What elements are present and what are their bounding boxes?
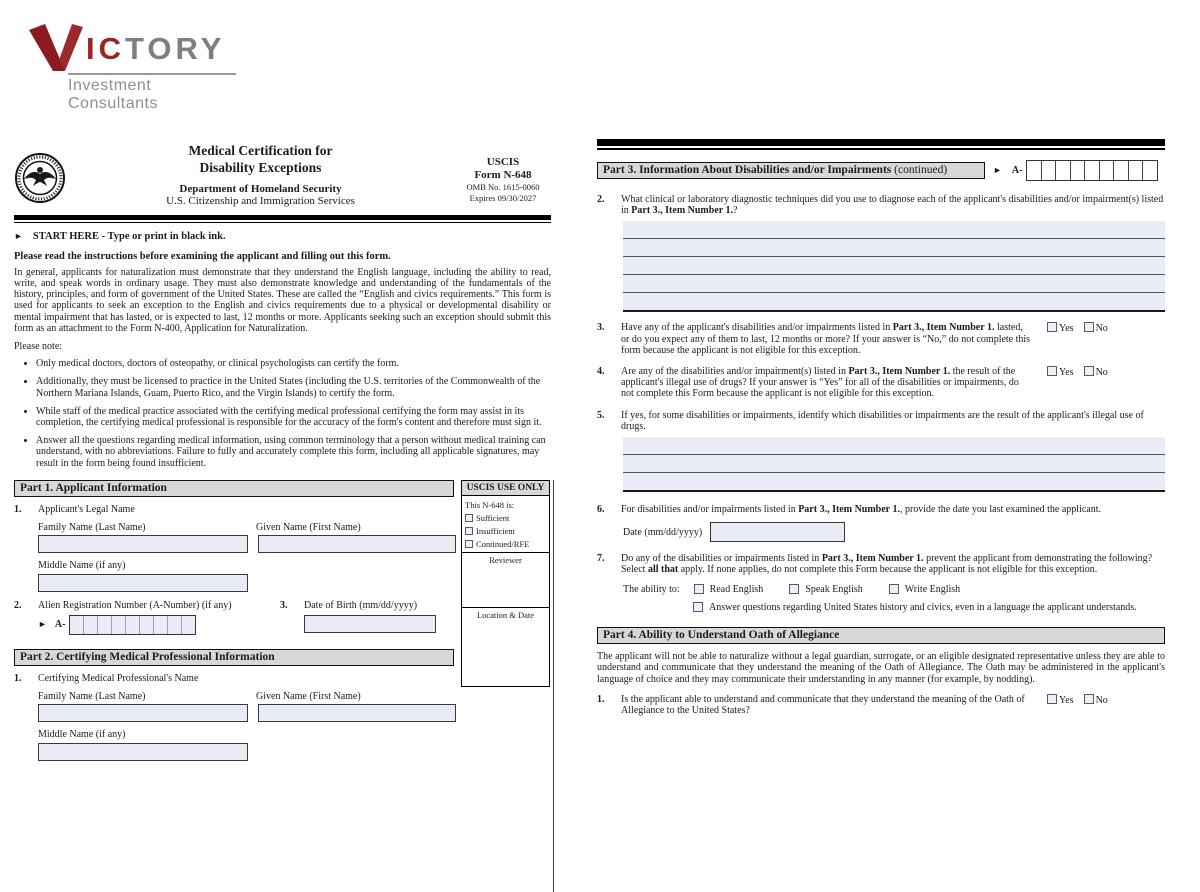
professional-given-name-input[interactable]: [258, 704, 456, 722]
answer-line[interactable]: [623, 275, 1165, 293]
item-number: 4.: [597, 366, 605, 378]
continued-rfe-checkbox[interactable]: [465, 540, 473, 548]
question2-text: [621, 194, 1165, 216]
part1-header: Part 1. Applicant Information: [14, 480, 454, 497]
form-number: Form N-648: [474, 169, 532, 181]
dob-block: [280, 600, 436, 635]
item-number: 6.: [597, 504, 605, 516]
department-name: Department of Homeland Security: [179, 183, 342, 195]
answer-line[interactable]: [623, 455, 1165, 473]
a-number-prefix: A-: [1011, 164, 1023, 176]
logo-letters-red: IC: [86, 31, 125, 66]
insufficient-label: Insufficient: [476, 525, 516, 536]
question4-pre: Are any of the disabilities and/or impairment(s) listed in: [621, 366, 849, 378]
dhs-seal-icon: [14, 152, 66, 204]
logo-tagline: Investment Consultants: [68, 73, 236, 113]
question3-pre: Have any of the applicant's disabilities and/or impairments listed in: [621, 322, 893, 334]
applicant-given-name-input[interactable]: [258, 535, 456, 553]
question3-text: [621, 322, 1047, 356]
form-title-line1: Medical Certification for: [188, 143, 333, 158]
question4-post: the result of the applicant's illegal use of drugs? If your answer is “Yes” for all of the disabilities or impairments, do not complete this Form because the applicant is not eligible for this exception.: [621, 366, 1019, 400]
middle-name-label: Middle Name (if any): [38, 560, 126, 572]
question6-text: [621, 504, 1165, 515]
dob-label: Date of Birth (mm/dd/yyyy): [304, 599, 418, 611]
speak-english-checkbox[interactable]: [789, 584, 799, 594]
question7-text: [621, 553, 1165, 575]
answer-line[interactable]: [623, 257, 1165, 275]
exam-date-input[interactable]: [710, 522, 845, 542]
insufficient-checkbox[interactable]: [465, 527, 473, 535]
yes-label: Yes: [1059, 367, 1074, 379]
a-number-input[interactable]: [1026, 160, 1158, 181]
speak-english-label: Speak English: [805, 583, 863, 595]
answer-line[interactable]: [623, 221, 1165, 239]
question2-pre: What clinical or laboratory diagnostic techniques did you use to diagnose each of the applicant's disabilities and/or impairment(s) listed in: [621, 194, 1164, 217]
name-labels-row: [38, 691, 551, 702]
question3-post: lasted, or do you expect any of them to last, 12 months or more? If your answer is “No,” do not complete this form because the applicant is not eligible for this exception.: [621, 322, 1031, 356]
form-header: [14, 140, 551, 207]
question5-answer-area: [623, 437, 1165, 492]
part3-title: Part 3. Information About Disabilities and/or Impairments: [603, 163, 895, 176]
agency-name: U.S. Citizenship and Immigration Services: [166, 195, 355, 208]
question6-post: , provide the date you last examined the applicant.: [899, 504, 1101, 516]
question5-text: If yes, for some disabilities or impairments, identify which disabilities or impairments are the result of the applicant's illegal use of drugs.: [621, 409, 1144, 432]
note-item: • Answer all the questions regarding medical information, using common terminology that a person without medical training can understand, with no abbreviations. Failure to fully and accurately complete this form, including all applicable signatures, may result in the form being found insufficient.: [36, 435, 551, 469]
answer-questions-label: Answer questions regarding United States history and civics, even in a language the applicant understands.: [709, 601, 1137, 613]
question3-ref: Part 3., Item Number 1.: [892, 322, 995, 334]
part2-section: [14, 649, 551, 761]
n648-is-label: This N-648 is:: [465, 499, 515, 510]
name-inputs-row: [38, 704, 551, 722]
yes-label: Yes: [1059, 323, 1074, 335]
write-english-checkbox[interactable]: [889, 584, 899, 594]
no-label: No: [1095, 694, 1108, 706]
start-arrow-icon: ►: [14, 231, 23, 242]
professional-name-label: Certifying Medical Professional's Name: [38, 673, 199, 685]
start-here-text: START HERE - Type or print in black ink.: [32, 231, 226, 243]
reviewer-label: Reviewer: [489, 554, 522, 565]
professional-middle-name-input[interactable]: [38, 743, 248, 761]
family-name-label: Family Name (Last Name): [38, 691, 146, 703]
uscis-label: USCIS: [486, 156, 520, 168]
part3-question6: [597, 504, 1165, 542]
part4-question1: [597, 694, 1165, 716]
dob-input[interactable]: [304, 615, 436, 633]
no-label: No: [1095, 367, 1108, 379]
item-number: 3.: [597, 322, 605, 334]
ability-long-row: [693, 602, 1165, 613]
question7-post: apply. If none applies, do not complete this Form because the applicant is not eligible for this exception.: [678, 564, 1098, 576]
reviewer-section: [462, 553, 549, 608]
read-english-checkbox[interactable]: [694, 584, 704, 594]
item-number: 1.: [14, 504, 22, 516]
logo-wordmark: [86, 26, 225, 72]
form-number-block: [455, 140, 551, 203]
form-page-right: [597, 139, 1165, 716]
item-number: 7.: [597, 553, 605, 565]
no-checkbox[interactable]: [1084, 322, 1094, 332]
form-title-block: [66, 140, 455, 207]
no-checkbox[interactable]: [1084, 366, 1094, 376]
header-divider-thick: [14, 215, 551, 220]
question2-post: ?: [733, 205, 738, 217]
item-number: 1.: [14, 673, 22, 685]
a-number-arrow-icon: ►: [38, 619, 47, 630]
omb-number: OMB No. 1615-0060: [466, 182, 540, 192]
question7-bold2: all that: [647, 564, 679, 576]
part2-header: Part 2. Certifying Medical Professional Information: [14, 649, 454, 666]
family-name-label: Family Name (Last Name): [38, 522, 146, 534]
intro-paragraph: In general, applicants for naturalization must demonstrate that they understand the English language, including the ability to read, write, and speak words in ordinary usage. They must also demonstrate knowledge and understanding of the fundamentals of the history, principles, and form of government of the United States. These are called the “English and civics requirements.” This form is used for applicants to seek an exception to the English and civics requirements due to a physical or developmental disability or mental impairment that has lasted, or is expected to last, 12 months or more. Applicants seeking such an exception should submit this form as an attachment to the Form N-400, Application for Naturalization.: [14, 266, 551, 334]
part3-header-row: [597, 160, 1165, 181]
a-number-prefix: A-: [54, 619, 66, 631]
applicant-legal-name-label: Applicant's Legal Name: [38, 504, 135, 516]
item-number: 2.: [14, 599, 22, 611]
start-here-line: [14, 231, 551, 242]
part4-question1-text: Is the applicant able to understand and communicate that they understand the meaning of the Oath of Allegiance to the United States?: [621, 693, 1025, 717]
victory-v-icon: [28, 24, 84, 72]
note-item: • Only medical doctors, doctors of osteopathy, or clinical psychologists can certify the form.: [36, 358, 551, 369]
given-name-label: Given Name (First Name): [256, 522, 361, 534]
part3-question2: [597, 194, 1165, 312]
item-number: 1.: [597, 693, 605, 705]
question4-text: [621, 366, 1047, 400]
note-item: • Additionally, they must be licensed to practice in the United States (including the U.S. territories of the Commonwealth of the Northern Mariana Islands, Guam, Puerto Rico, and the Virgin Islands) to certify the form.: [36, 376, 551, 398]
form-title-line2: Disability Exceptions: [199, 160, 322, 175]
part3-question7: [597, 553, 1165, 613]
part1-section: [14, 480, 551, 635]
yes-label: Yes: [1059, 694, 1074, 706]
question3-yes-no-group: [1047, 322, 1165, 356]
question6-pre: For disabilities and/or impairments listed in: [621, 504, 799, 516]
question4-ref: Part 3., Item Number 1.: [848, 366, 951, 378]
part4-header: Part 4. Ability to Understand Oath of Allegiance: [597, 627, 1165, 644]
applicant-family-name-input[interactable]: [38, 535, 248, 553]
answer-questions-checkbox[interactable]: [693, 602, 703, 612]
part4-intro: The applicant will not be able to naturalize without a legal guardian, surrogate, or an eligible designated representative unless they are able to understand and communicate that they understand the meaning of the Oath of Allegiance. The Oath may be administered in the applicant's language of choice and they may communicate their understanding in any manner (for example, by nodding).: [597, 651, 1165, 685]
middle-name-label-row: [38, 729, 551, 740]
a-number-label: Alien Registration Number (A-Number) (if any): [38, 599, 232, 611]
date-label: Date (mm/dd/yyyy): [623, 526, 703, 538]
question7-pre: Do any of the disabilities or impairments listed in: [621, 553, 822, 565]
note-item: • While staff of the medical practice associated with the certifying medical professional certifying the form may assist in its completion, the certifying medical professional is responsible for the accuracy of the form's content and therefore must sign it.: [36, 406, 551, 428]
a-number-arrow-icon: ►: [993, 164, 1002, 175]
page-edge-line: [553, 480, 554, 892]
given-name-label: Given Name (First Name): [256, 691, 361, 703]
part3-question3: [597, 322, 1165, 356]
part3-question4: [597, 366, 1165, 400]
question4-yes-no-group: [1047, 366, 1165, 400]
part4-yes-no-group: [1047, 694, 1165, 716]
location-date-label: Location & Date: [476, 609, 535, 620]
middle-name-label: Middle Name (if any): [38, 729, 126, 741]
uscis-use-only-title: USCIS USE ONLY: [462, 481, 549, 496]
answer-line[interactable]: [623, 473, 1165, 492]
item-number: 2.: [597, 194, 605, 205]
part3-continued: (continued): [894, 163, 948, 176]
no-checkbox[interactable]: [1084, 694, 1094, 704]
question2-ref: Part 3., Item Number 1.: [631, 205, 734, 217]
answer-line[interactable]: [623, 293, 1165, 312]
ability-options-row: [623, 584, 1165, 595]
item-number: 3.: [280, 599, 288, 611]
part3-question5: [597, 410, 1165, 492]
page-top-line: [597, 148, 1165, 150]
victory-logo: [28, 24, 248, 113]
notes-list: [14, 358, 551, 469]
header-divider-thin: [14, 222, 551, 223]
professional-family-name-input[interactable]: [38, 704, 248, 722]
part2-item1: [14, 673, 551, 684]
sufficient-checkbox[interactable]: [465, 514, 473, 522]
no-label: No: [1095, 323, 1108, 335]
yes-checkbox[interactable]: [1047, 694, 1057, 704]
sufficient-label: Sufficient: [476, 512, 510, 523]
n648-status-section: [462, 496, 549, 553]
write-english-label: Write English: [904, 583, 961, 595]
yes-checkbox[interactable]: [1047, 366, 1057, 376]
a-number-block: [14, 600, 280, 635]
page-top-bar: [597, 139, 1165, 146]
logo-letters-gray: TORY: [125, 31, 226, 66]
question7-mid: prevent the applicant from demonstrating the following? Select: [621, 553, 1153, 576]
read-english-label: Read English: [709, 583, 764, 595]
part3-header: [597, 162, 985, 179]
question2-answer-area: [623, 221, 1165, 312]
answer-line[interactable]: [623, 239, 1165, 257]
form-page-left: [14, 140, 551, 761]
question7-ref: Part 3., Item Number 1.: [821, 553, 924, 565]
continued-rfe-label: Continued/RFE: [476, 538, 530, 549]
expiration-date: Expires 09/30/2027: [469, 192, 537, 203]
answer-line[interactable]: [623, 437, 1165, 455]
read-instructions-note: Please read the instructions before examining the applicant and filling out this form.: [14, 250, 391, 262]
question6-ref: Part 3., Item Number 1.: [798, 504, 900, 516]
yes-checkbox[interactable]: [1047, 322, 1057, 332]
item-number: 5.: [597, 409, 605, 421]
ability-label: The ability to:: [623, 583, 680, 595]
please-note-label: Please note:: [14, 341, 63, 353]
a-number-input[interactable]: [69, 615, 196, 635]
applicant-middle-name-input[interactable]: [38, 574, 248, 592]
exam-date-row: [623, 522, 1165, 542]
